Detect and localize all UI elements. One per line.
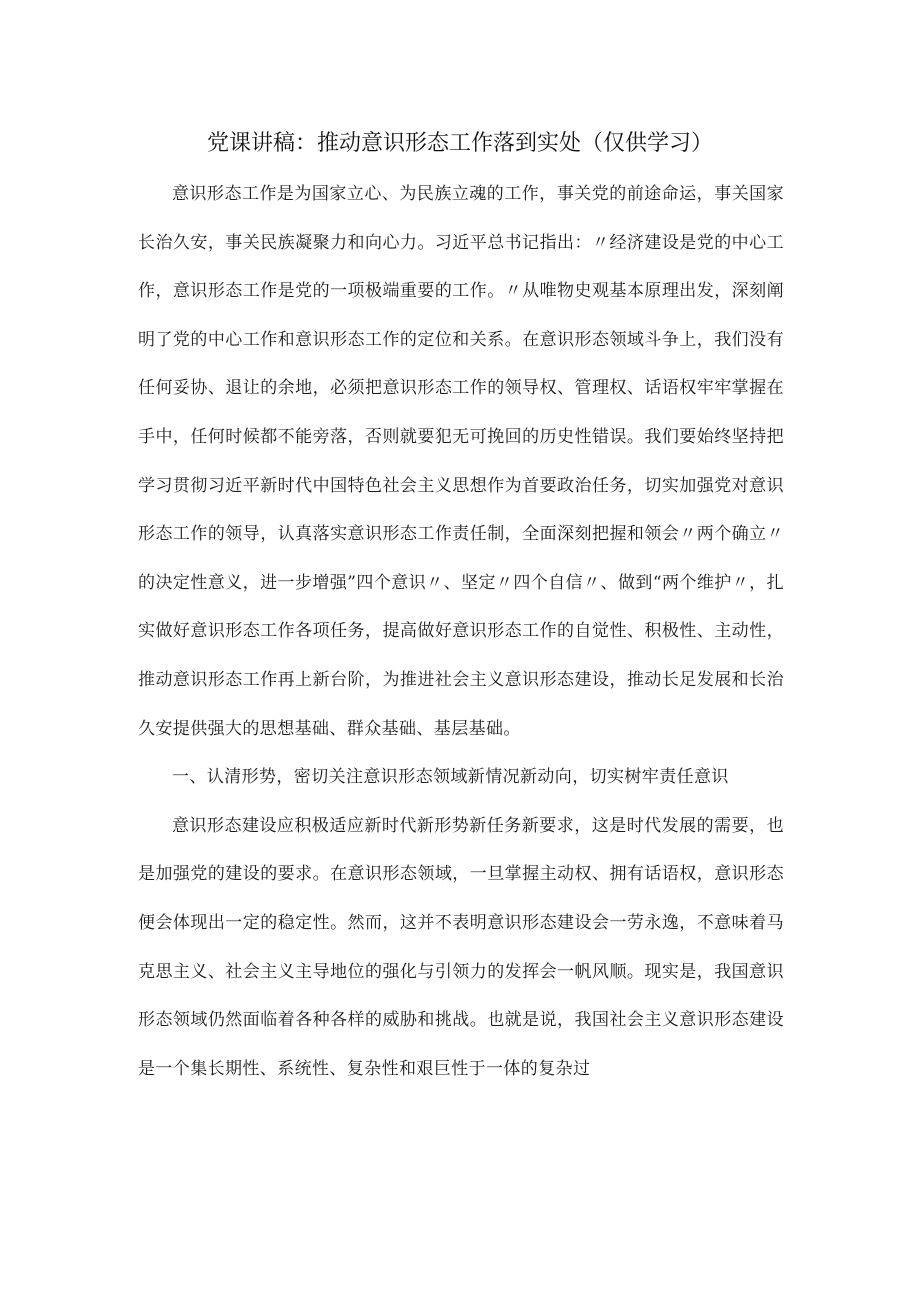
paragraph-section-1: 意识形态建设应积极适应新时代新形势新任务新要求，这是时代发展的需要，也是加强党的建设的要求。在意识形态领域，一旦掌握主动权、拥有话语权，意识形态便会体现出一定的稳定性。然而，这并不表明意识形态建设会一劳永逸，不意味着马克思主义、社会主义主导地位的强化与引领力的发挥会一帆风顺。现实是，我国意识形态领域仍然面临着各种各样的威胁和挑战。也就是说，我国社会主义意识形态建设是一个集长期性、系统性、复杂性和艰巨性于一体的复杂过: [138, 815, 784, 1079]
paragraph-intro: 意识形态工作是为国家立心、为民族立魂的工作，事关党的前途命运，事关国家长治久安，事关民族凝聚力和向心力。习近平总书记指出：〃经济建设是党的中心工作，意识形态工作是党的一项极端重要的工作。〃从唯物史观基本原理出发，深刻阐明了党的中心工作和意识形态工作的定位和关系。在意识形态领域斗争上，我们没有任何妥协、退让的余地，必须把意识形态工作的领导权、管理权、话语权牢牢掌握在手中，任何时候都不能旁落，否则就要犯无可挽回的历史性错误。我们要始终坚持把学习贯彻习近平新时代中国特色社会主义思想作为首要政治任务，切实加强党对意识形态工作的领导，认真落实意识形态工作责任制，全面深刻把握和领会〃两个确立〃的决定性意义，进一步增强”四个意识〃、坚定〃四个自信〃、做到“两个维护〃，扎实做好意识形态工作各项任务，提高做好意识形态工作的自觉性、积极性、主动性，推动意识形态工作再上新台阶，为推进社会主义意识形态建设，推动长足发展和长治久安提供强大的思想基础、群众基础、基层基础。: [138, 184, 784, 739]
document-body: [138, 170, 784, 1093]
section-heading-1: 一、认清形势，密切关注意识形态领域新情况新动向，切实树牢责任意识: [172, 767, 729, 788]
document-title: 党课讲稿：推动意识形态工作落到实处（仅供学习）: [206, 131, 713, 156]
